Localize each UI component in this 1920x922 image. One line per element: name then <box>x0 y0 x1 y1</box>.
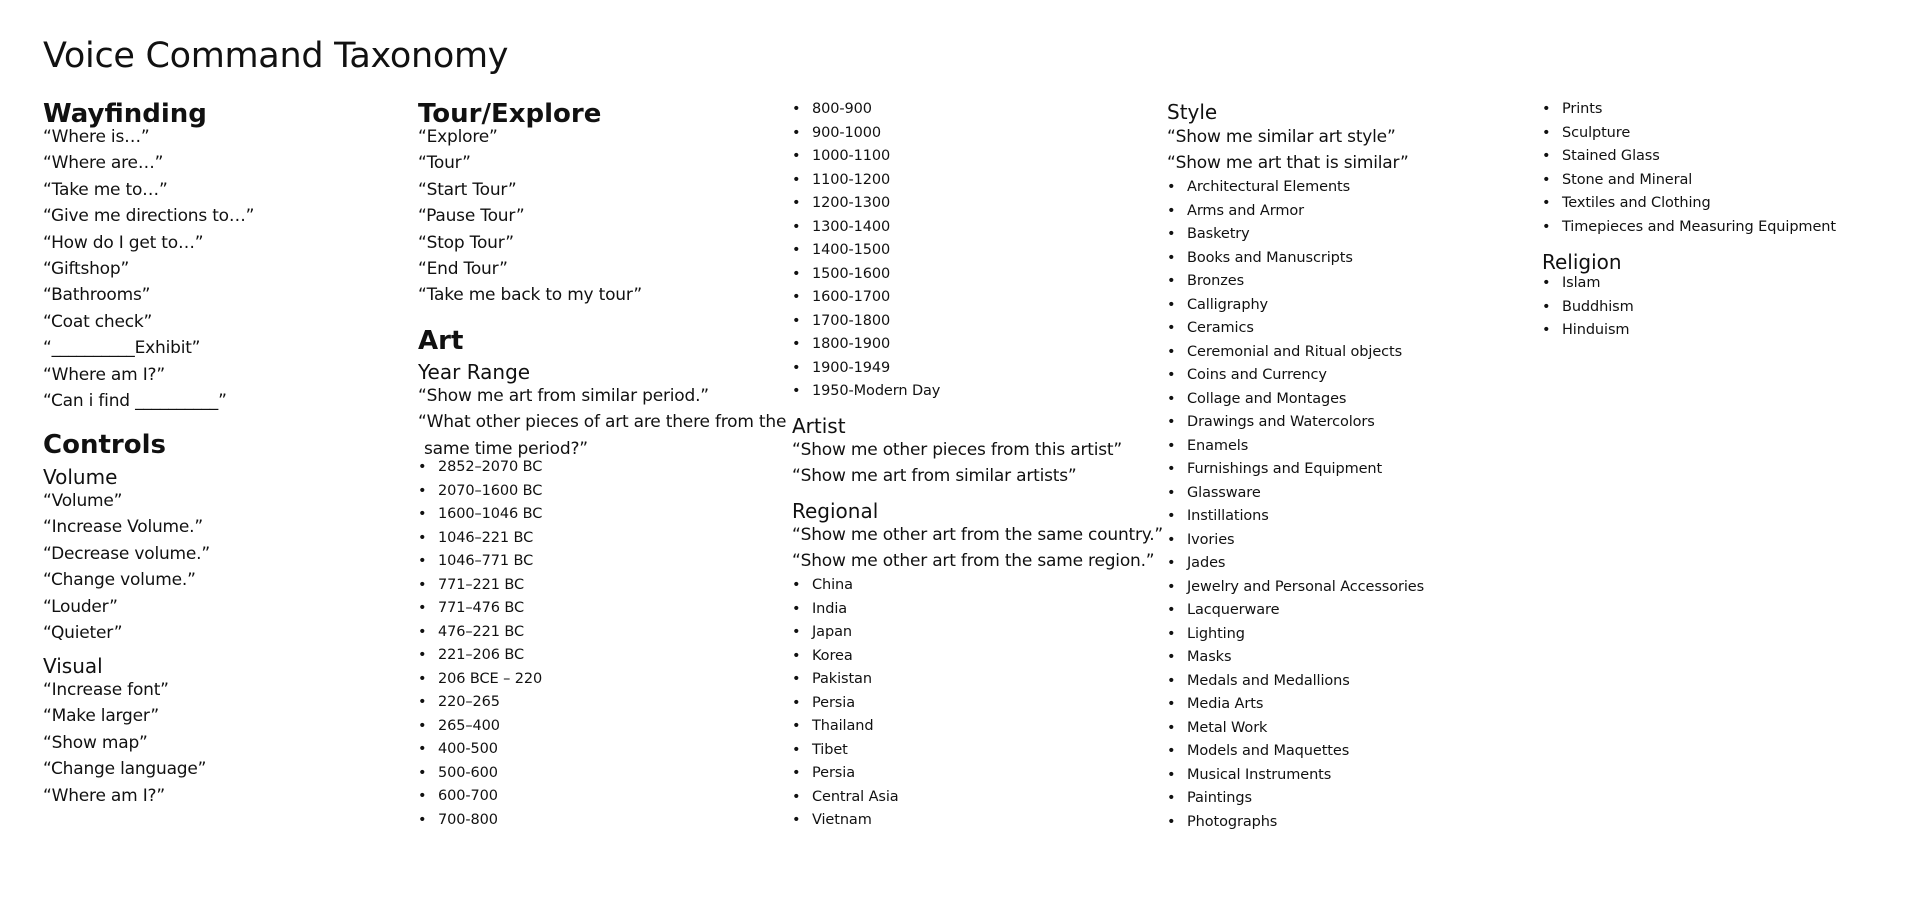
style-item-text: Drawings and Watercolors <box>1187 414 1375 430</box>
year-range-item <box>792 286 940 310</box>
style-item-text: Stone and Mineral <box>1562 171 1693 188</box>
volume-phrase <box>43 567 210 593</box>
year-range-item-text: 1200-1300 <box>812 195 891 211</box>
year-range-item <box>792 263 940 287</box>
year-range-item <box>418 738 542 762</box>
wayfinding-phrase-text: “Where is…” <box>43 127 150 147</box>
wayfinding-phrase-text: “Where are…” <box>43 153 164 174</box>
wayfinding-phrase <box>43 150 254 176</box>
year-range-item <box>418 762 542 786</box>
year-range-item-text: 2070–1600 BC <box>438 482 543 499</box>
style-item-text: Ivories <box>1187 531 1235 548</box>
tour-phrase <box>418 282 642 308</box>
year-range-item <box>792 169 940 193</box>
regional-item <box>792 715 899 739</box>
style-item-text: Lacquerware <box>1187 602 1280 618</box>
style-list-a <box>1167 176 1424 834</box>
religion-item <box>1542 296 1634 320</box>
style-item <box>1542 145 1836 169</box>
year-range-item-text: 1400-1500 <box>812 242 891 258</box>
religion-item-text: Islam <box>1562 275 1601 291</box>
artist-heading: Artist <box>792 414 846 438</box>
visual-phrase <box>43 756 206 782</box>
year-range-heading: Year Range <box>418 360 531 384</box>
regional-item-text: China <box>812 577 853 593</box>
religion-heading: Religion <box>1542 250 1622 274</box>
regional-item-text: Japan <box>812 624 852 640</box>
religion-item <box>1542 319 1634 343</box>
regional-item-text: India <box>812 600 848 617</box>
tour-phrase <box>418 177 642 203</box>
year-range-phrase-text: “Show me art from similar period.” <box>418 386 709 406</box>
year-range-item-text: 1000-1100 <box>812 148 891 164</box>
year-range-item-text: 600-700 <box>438 788 498 804</box>
year-range-item <box>418 597 542 621</box>
year-range-phrase <box>418 409 790 462</box>
regional-item-text: Pakistan <box>812 671 872 687</box>
religion-list <box>1542 272 1634 343</box>
visual-phrase-text: “Where am I?” <box>43 785 165 806</box>
year-range-item <box>418 668 542 692</box>
tour-phrase-text: “Take me back to my tour” <box>418 285 642 306</box>
style-item-text: Calligraphy <box>1187 296 1269 313</box>
style-item <box>1167 811 1424 835</box>
religion-item <box>1542 272 1634 296</box>
year-range-item <box>418 550 542 574</box>
year-range-item <box>418 503 542 527</box>
visual-phrase-text: “Change language” <box>43 759 207 780</box>
regional-item <box>792 645 899 669</box>
visual-phrase-text: “Make larger” <box>43 706 159 727</box>
year-range-item-text: 771–476 BC <box>438 600 525 616</box>
religion-item-text: Hinduism <box>1562 322 1630 338</box>
wayfinding-phrase-text: “How do I get to…” <box>43 232 204 253</box>
regional-item-text: Tibet <box>812 741 848 758</box>
tour-phrase <box>418 124 642 150</box>
tour-phrase <box>418 203 642 229</box>
style-item <box>1167 388 1424 412</box>
style-item <box>1167 411 1424 435</box>
style-item-text: Books and Manuscripts <box>1187 249 1353 266</box>
wayfinding-phrase <box>43 256 254 282</box>
year-range-list-a <box>418 456 542 832</box>
regional-item <box>792 598 899 622</box>
volume-phrase-text: “Decrease volume.” <box>43 543 210 564</box>
style-item <box>1167 223 1424 247</box>
wayfinding-phrase <box>43 309 254 335</box>
style-phrase-list <box>1167 124 1409 177</box>
style-item-text: Sculpture <box>1562 124 1631 141</box>
style-item-text: Timepieces and Measuring Equipment <box>1562 218 1836 235</box>
regional-item-text: Vietnam <box>812 812 872 828</box>
tour-phrase <box>418 150 642 176</box>
year-range-item <box>418 621 542 645</box>
regional-item <box>792 574 899 598</box>
year-range-item-text: 1600–1046 BC <box>438 506 543 522</box>
year-range-item-text: 206 BCE – 220 <box>438 670 543 687</box>
volume-phrase <box>43 620 210 646</box>
style-item-text: Enamels <box>1187 437 1249 454</box>
volume-phrase <box>43 488 210 514</box>
regional-item-text: Persia <box>812 765 855 781</box>
style-item <box>1167 435 1424 459</box>
regional-item <box>792 692 899 716</box>
tour-heading: Tour/Explore <box>418 99 602 129</box>
visual-phrase-text: “Increase font” <box>43 680 169 700</box>
year-range-item-text: 2852–2070 BC <box>438 459 543 475</box>
style-item <box>1167 764 1424 788</box>
wayfinding-phrase <box>43 388 254 414</box>
year-range-item <box>418 715 542 739</box>
year-range-item <box>418 574 542 598</box>
page-title: Voice Command Taxonomy <box>43 36 509 76</box>
year-range-item <box>418 809 542 833</box>
style-item-text: Textiles and Clothing <box>1562 195 1711 211</box>
year-range-item-text: 1900-1949 <box>812 359 891 376</box>
controls-heading: Controls <box>43 430 166 460</box>
year-range-item <box>418 456 542 480</box>
visual-phrase <box>43 677 206 703</box>
visual-phrase <box>43 730 206 756</box>
wayfinding-phrase-text: “__________Exhibit” <box>43 338 201 359</box>
wayfinding-phrase <box>43 203 254 229</box>
wayfinding-phrase <box>43 177 254 203</box>
volume-heading: Volume <box>43 465 118 489</box>
year-range-item-text: 900-1000 <box>812 124 882 141</box>
tour-phrase-text: “Stop Tour” <box>418 232 514 253</box>
style-item <box>1542 169 1836 193</box>
regional-phrase-list <box>792 522 1163 575</box>
volume-phrase-text: “Louder” <box>43 596 118 617</box>
artist-phrase-text: “Show me art from similar artists” <box>792 466 1077 487</box>
tour-phrase-list <box>418 124 642 309</box>
style-item-text: Jewelry and Personal Accessories <box>1187 578 1425 595</box>
style-item <box>1167 576 1424 600</box>
style-item-text: Prints <box>1562 101 1603 117</box>
style-item <box>1167 740 1424 764</box>
regional-item-text: Thailand <box>812 718 874 734</box>
tour-phrase-text: “Start Tour” <box>418 179 517 200</box>
volume-phrase-text: “Increase Volume.” <box>43 517 203 538</box>
year-range-item-text: 1046–771 BC <box>438 553 534 569</box>
style-item <box>1167 787 1424 811</box>
wayfinding-phrase-text: “Coat check” <box>43 311 153 332</box>
tour-phrase-text: “Tour” <box>418 153 471 174</box>
style-item <box>1167 529 1424 553</box>
volume-phrase <box>43 541 210 567</box>
wayfinding-phrase-text: “Where am I?” <box>43 364 165 385</box>
year-range-item <box>418 785 542 809</box>
year-range-item <box>792 310 940 334</box>
regional-item <box>792 739 899 763</box>
style-item <box>1542 122 1836 146</box>
style-item <box>1167 458 1424 482</box>
year-range-item <box>792 192 940 216</box>
style-item-text: Ceramics <box>1187 320 1254 336</box>
style-item-text: Arms and Armor <box>1187 202 1304 219</box>
year-range-item-text: 1950-Modern Day <box>812 383 941 399</box>
year-range-phrase <box>418 383 790 409</box>
year-range-item <box>418 644 542 668</box>
style-item <box>1167 317 1424 341</box>
style-item <box>1167 247 1424 271</box>
style-item <box>1167 599 1424 623</box>
year-range-item-text: 771–221 BC <box>438 576 525 593</box>
tour-phrase <box>418 230 642 256</box>
style-item <box>1167 505 1424 529</box>
style-item-text: Lighting <box>1187 625 1245 642</box>
style-item <box>1167 693 1424 717</box>
style-item-text: Collage and Montages <box>1187 390 1347 407</box>
visual-phrase-text: “Show map” <box>43 732 148 753</box>
year-range-item <box>792 357 940 381</box>
style-item-text: Medals and Medallions <box>1187 672 1350 689</box>
year-range-item <box>792 333 940 357</box>
style-item <box>1167 646 1424 670</box>
style-item-text: Musical Instruments <box>1187 766 1332 783</box>
tour-phrase <box>418 256 642 282</box>
year-range-item-text: 1100-1200 <box>812 171 891 188</box>
artist-phrase <box>792 437 1122 463</box>
year-range-item-text: 1800-1900 <box>812 336 891 352</box>
style-item-text: Paintings <box>1187 790 1252 806</box>
regional-item <box>792 809 899 833</box>
year-range-item <box>792 239 940 263</box>
style-item-text: Stained Glass <box>1562 148 1660 164</box>
year-range-item <box>792 145 940 169</box>
year-range-phrase-list <box>418 383 790 462</box>
style-item <box>1167 176 1424 200</box>
year-range-item <box>792 380 940 404</box>
regional-list <box>792 574 899 833</box>
year-range-item <box>792 98 940 122</box>
volume-phrase-text: “Volume” <box>43 491 123 511</box>
year-range-item-text: 220–265 <box>438 694 500 710</box>
style-phrase-text: “Show me similar art style” <box>1167 127 1396 147</box>
year-range-item-text: 400-500 <box>438 741 498 757</box>
tour-phrase-text: “Explore” <box>418 127 498 147</box>
visual-heading: Visual <box>43 654 103 678</box>
tour-phrase-text: “Pause Tour” <box>418 206 525 227</box>
volume-phrase-list <box>43 488 210 646</box>
year-range-phrase-text: “What other pieces of art are there from the same time period?” <box>418 412 787 459</box>
style-item <box>1167 623 1424 647</box>
year-range-item <box>418 527 542 551</box>
year-range-item-text: 800-900 <box>812 101 872 117</box>
regional-item <box>792 786 899 810</box>
wayfinding-phrase-text: “Give me directions to…” <box>43 206 255 227</box>
wayfinding-phrase <box>43 230 254 256</box>
tour-phrase-text: “End Tour” <box>418 259 508 280</box>
year-range-item <box>792 122 940 146</box>
style-phrase <box>1167 124 1409 150</box>
artist-phrase-text: “Show me other pieces from this artist” <box>792 440 1122 460</box>
year-range-item-text: 1300-1400 <box>812 218 891 235</box>
volume-phrase <box>43 514 210 540</box>
style-item-text: Furnishings and Equipment <box>1187 461 1383 477</box>
regional-phrase-text: “Show me other art from the same country.” <box>792 525 1164 545</box>
regional-phrase-text: “Show me other art from the same region.” <box>792 551 1155 572</box>
year-range-list-b <box>792 98 940 404</box>
style-item-text: Metal Work <box>1187 719 1268 736</box>
regional-item <box>792 621 899 645</box>
style-phrase-text: “Show me art that is similar” <box>1167 153 1409 174</box>
style-item-text: Jades <box>1187 555 1226 571</box>
style-list-b <box>1542 98 1836 239</box>
style-item <box>1167 294 1424 318</box>
style-item <box>1167 717 1424 741</box>
regional-heading: Regional <box>792 499 879 523</box>
regional-item-text: Central Asia <box>812 788 899 805</box>
year-range-item-text: 1700-1800 <box>812 312 891 329</box>
visual-phrase-list <box>43 677 206 809</box>
year-range-item-text: 1500-1600 <box>812 265 891 282</box>
style-item <box>1167 482 1424 506</box>
style-item <box>1167 552 1424 576</box>
wayfinding-phrase <box>43 362 254 388</box>
regional-phrase <box>792 522 1163 548</box>
year-range-item-text: 500-600 <box>438 764 498 781</box>
artist-phrase-list <box>792 437 1122 490</box>
style-item <box>1167 364 1424 388</box>
style-item <box>1167 270 1424 294</box>
year-range-item-text: 221–206 BC <box>438 647 525 663</box>
style-item-text: Bronzes <box>1187 273 1245 289</box>
year-range-item <box>792 216 940 240</box>
volume-phrase <box>43 594 210 620</box>
wayfinding-phrase-text: “Can i find __________” <box>43 391 227 412</box>
volume-phrase-text: “Quieter” <box>43 623 123 644</box>
regional-item-text: Korea <box>812 647 853 664</box>
style-item-text: Basketry <box>1187 226 1250 242</box>
year-range-item-text: 700-800 <box>438 811 498 828</box>
year-range-item-text: 1600-1700 <box>812 289 891 305</box>
regional-item <box>792 762 899 786</box>
visual-phrase <box>43 783 206 809</box>
style-item-text: Architectural Elements <box>1187 179 1351 195</box>
style-item <box>1542 192 1836 216</box>
style-phrase <box>1167 150 1409 176</box>
style-item <box>1167 200 1424 224</box>
artist-phrase <box>792 463 1122 489</box>
regional-item-text: Persia <box>812 694 855 711</box>
visual-phrase <box>43 703 206 729</box>
art-heading: Art <box>418 326 464 356</box>
volume-phrase-text: “Change volume.” <box>43 570 196 591</box>
religion-item-text: Buddhism <box>1562 298 1634 315</box>
style-item-text: Masks <box>1187 649 1232 665</box>
style-item-text: Glassware <box>1187 484 1261 501</box>
year-range-item-text: 476–221 BC <box>438 623 525 640</box>
style-heading: Style <box>1167 100 1218 124</box>
wayfinding-phrase <box>43 124 254 150</box>
style-item-text: Coins and Currency <box>1187 367 1327 383</box>
wayfinding-phrase <box>43 335 254 361</box>
style-item-text: Models and Maquettes <box>1187 743 1350 759</box>
regional-phrase <box>792 548 1163 574</box>
wayfinding-phrase-text: “Bathrooms” <box>43 285 151 306</box>
style-item <box>1542 216 1836 240</box>
style-item <box>1542 98 1836 122</box>
year-range-item <box>418 480 542 504</box>
wayfinding-phrase-list <box>43 124 254 414</box>
style-item <box>1167 670 1424 694</box>
year-range-item-text: 1046–221 BC <box>438 529 534 546</box>
wayfinding-phrase-text: “Take me to…” <box>43 179 168 200</box>
regional-item <box>792 668 899 692</box>
wayfinding-heading: Wayfinding <box>43 99 207 129</box>
wayfinding-phrase <box>43 282 254 308</box>
style-item-text: Instillations <box>1187 508 1269 524</box>
style-item <box>1167 341 1424 365</box>
style-item-text: Media Arts <box>1187 696 1264 712</box>
style-item-text: Photographs <box>1187 813 1278 830</box>
year-range-item-text: 265–400 <box>438 717 500 734</box>
year-range-item <box>418 691 542 715</box>
style-item-text: Ceremonial and Ritual objects <box>1187 343 1403 360</box>
wayfinding-phrase-text: “Giftshop” <box>43 259 130 280</box>
